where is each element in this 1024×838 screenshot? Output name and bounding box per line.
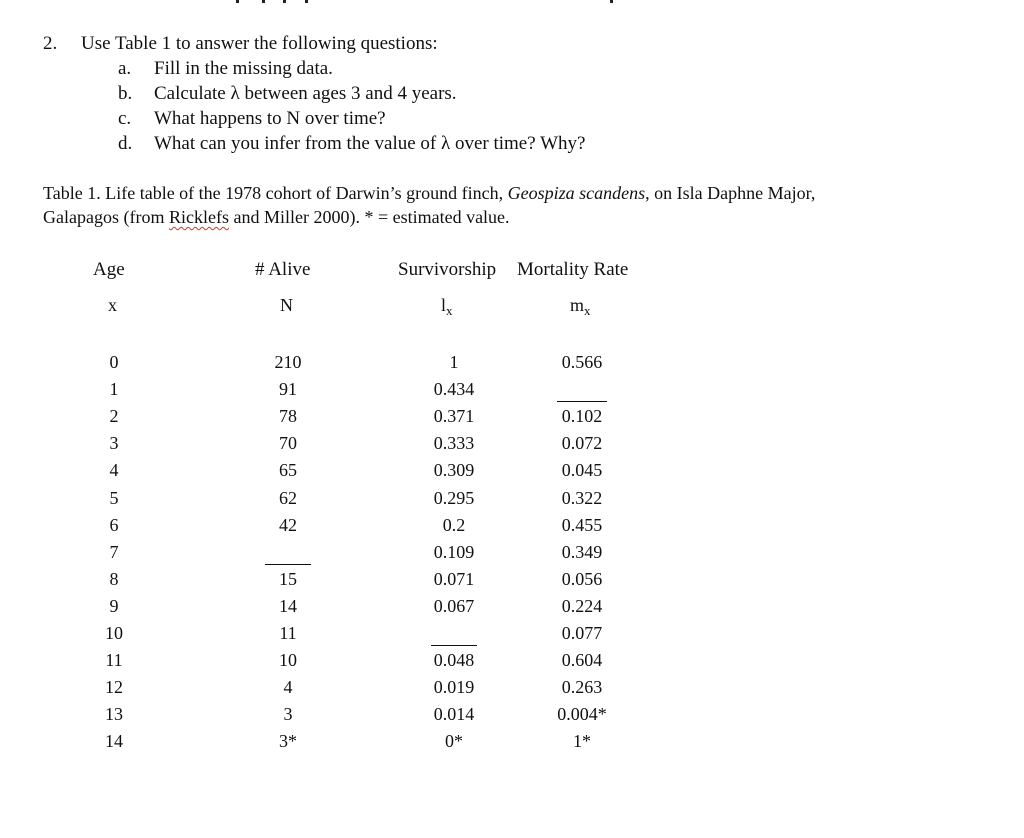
alive-cell: 15: [279, 568, 297, 589]
survivorship-cell: 0.071: [433, 568, 475, 589]
age-cell: 8: [109, 568, 119, 589]
header-alive: # Alive: [255, 259, 311, 280]
mortality-cell: 0.072: [561, 433, 603, 454]
part-d-text: What can you infer from the value of λ over time? Why?: [154, 133, 586, 154]
survivorship-cell: 0.333: [433, 433, 475, 454]
mortality-cell: 0.004*: [557, 704, 607, 725]
header-age: Age: [93, 259, 125, 280]
age-cell: 3: [109, 433, 119, 454]
part-b-text: Calculate λ between ages 3 and 4 years.: [154, 83, 457, 104]
part-c-letter: c.: [118, 108, 132, 129]
survivorship-cell: 0.019: [433, 677, 475, 698]
survivorship-cell: 0.109: [433, 541, 475, 562]
age-cell: 14: [105, 731, 123, 752]
age-cell: 11: [105, 650, 123, 671]
age-cell: 0: [109, 352, 119, 372]
alive-cell: 14: [279, 595, 297, 616]
alive-cell: 62: [279, 487, 297, 508]
mortality-cell: 0.322: [561, 487, 603, 508]
age-cell: 1: [109, 379, 119, 400]
survivorship-cell: 0*: [445, 731, 463, 752]
alive-cell: 91: [279, 379, 297, 400]
survivorship-cell: 0.048: [433, 650, 475, 671]
survivorship-cell: 0.371: [433, 406, 475, 427]
alive-cell: 3: [283, 704, 293, 725]
survivorship-cell: 0.2: [442, 514, 466, 535]
part-a-text: Fill in the missing data.: [154, 58, 333, 79]
mortality-cell: 0.077: [561, 623, 603, 643]
mortality-cell: 0.056: [561, 568, 603, 589]
alive-cell: 3*: [279, 731, 297, 752]
symbol-mx: $m_x$: [570, 295, 591, 318]
alive-cell: 65: [279, 460, 297, 481]
caption-text: , on Isla Daphne Major,: [645, 183, 816, 203]
table-caption-line-2: [43, 207, 510, 228]
mortality-cell: 0.263: [561, 677, 603, 698]
mortality-cell: 0.045: [561, 460, 603, 481]
table-caption-line-1: [43, 183, 815, 204]
missing-alive-blank: [265, 564, 311, 565]
clipped-top-text: [0, 0, 1024, 4]
age-cell: 6: [109, 514, 119, 535]
missing-mortality-blank: [557, 401, 607, 402]
alive-cell: 70: [279, 433, 297, 454]
age-cell: 12: [105, 677, 123, 698]
species-name: Geospiza scandens: [507, 183, 646, 203]
alive-cell: 210: [274, 352, 302, 372]
survivorship-cell: 0.295: [433, 487, 475, 508]
alive-cell: 4: [283, 677, 293, 698]
missing-survivorship-blank: [431, 645, 477, 646]
caption-text: Table 1. Life table of the 1978 cohort of Darwin’s ground finch,: [43, 183, 508, 203]
symbol-lx: $l_x$: [441, 295, 453, 318]
age-cell: 10: [105, 623, 123, 643]
symbol-x: x: [108, 295, 117, 315]
mortality-cell: 0.349: [561, 541, 603, 562]
symbol-n: N: [280, 295, 293, 315]
mortality-cell: 0.566: [561, 352, 603, 372]
age-cell: 7: [109, 541, 119, 562]
age-cell: 9: [109, 595, 119, 616]
age-cell: 2: [109, 406, 119, 427]
survivorship-cell: 0.309: [433, 460, 475, 481]
age-cell: 5: [109, 487, 119, 508]
part-c-text: What happens to N over time?: [154, 108, 386, 129]
header-survivorship: Survivorship: [398, 259, 497, 280]
mortality-cell: 0.455: [561, 514, 603, 535]
age-cell: 4: [109, 460, 119, 481]
question-prompt: Use Table 1 to answer the following questions:: [81, 33, 438, 54]
alive-cell: 11: [279, 623, 297, 643]
survivorship-cell: 1: [449, 352, 459, 372]
clipped-text-fragments: [0, 0, 1024, 4]
alive-cell: 10: [279, 650, 297, 671]
caption-text: Galapagos (from: [43, 207, 169, 227]
survivorship-cell: 0.067: [433, 595, 475, 616]
part-a-letter: a.: [118, 58, 132, 79]
question-number: 2.: [43, 33, 58, 54]
age-cell: 13: [105, 704, 123, 725]
survivorship-cell: 0.014: [433, 704, 475, 725]
mortality-cell: 0.102: [561, 406, 603, 427]
alive-cell: 42: [279, 514, 297, 535]
alive-cell: 78: [279, 406, 297, 427]
misspelled-author-name: Ricklefs: [168, 207, 229, 227]
mortality-cell: 0.224: [561, 595, 603, 616]
mortality-cell: 1*: [573, 731, 591, 752]
mortality-cell: 0.604: [561, 650, 603, 671]
part-b-letter: b.: [118, 83, 133, 104]
header-mortality-rate: Mortality Rate: [517, 259, 629, 280]
caption-text: and Miller 2000). * = estimated value.: [228, 207, 510, 227]
part-d-letter: d.: [118, 133, 133, 154]
survivorship-cell: 0.434: [433, 379, 475, 400]
